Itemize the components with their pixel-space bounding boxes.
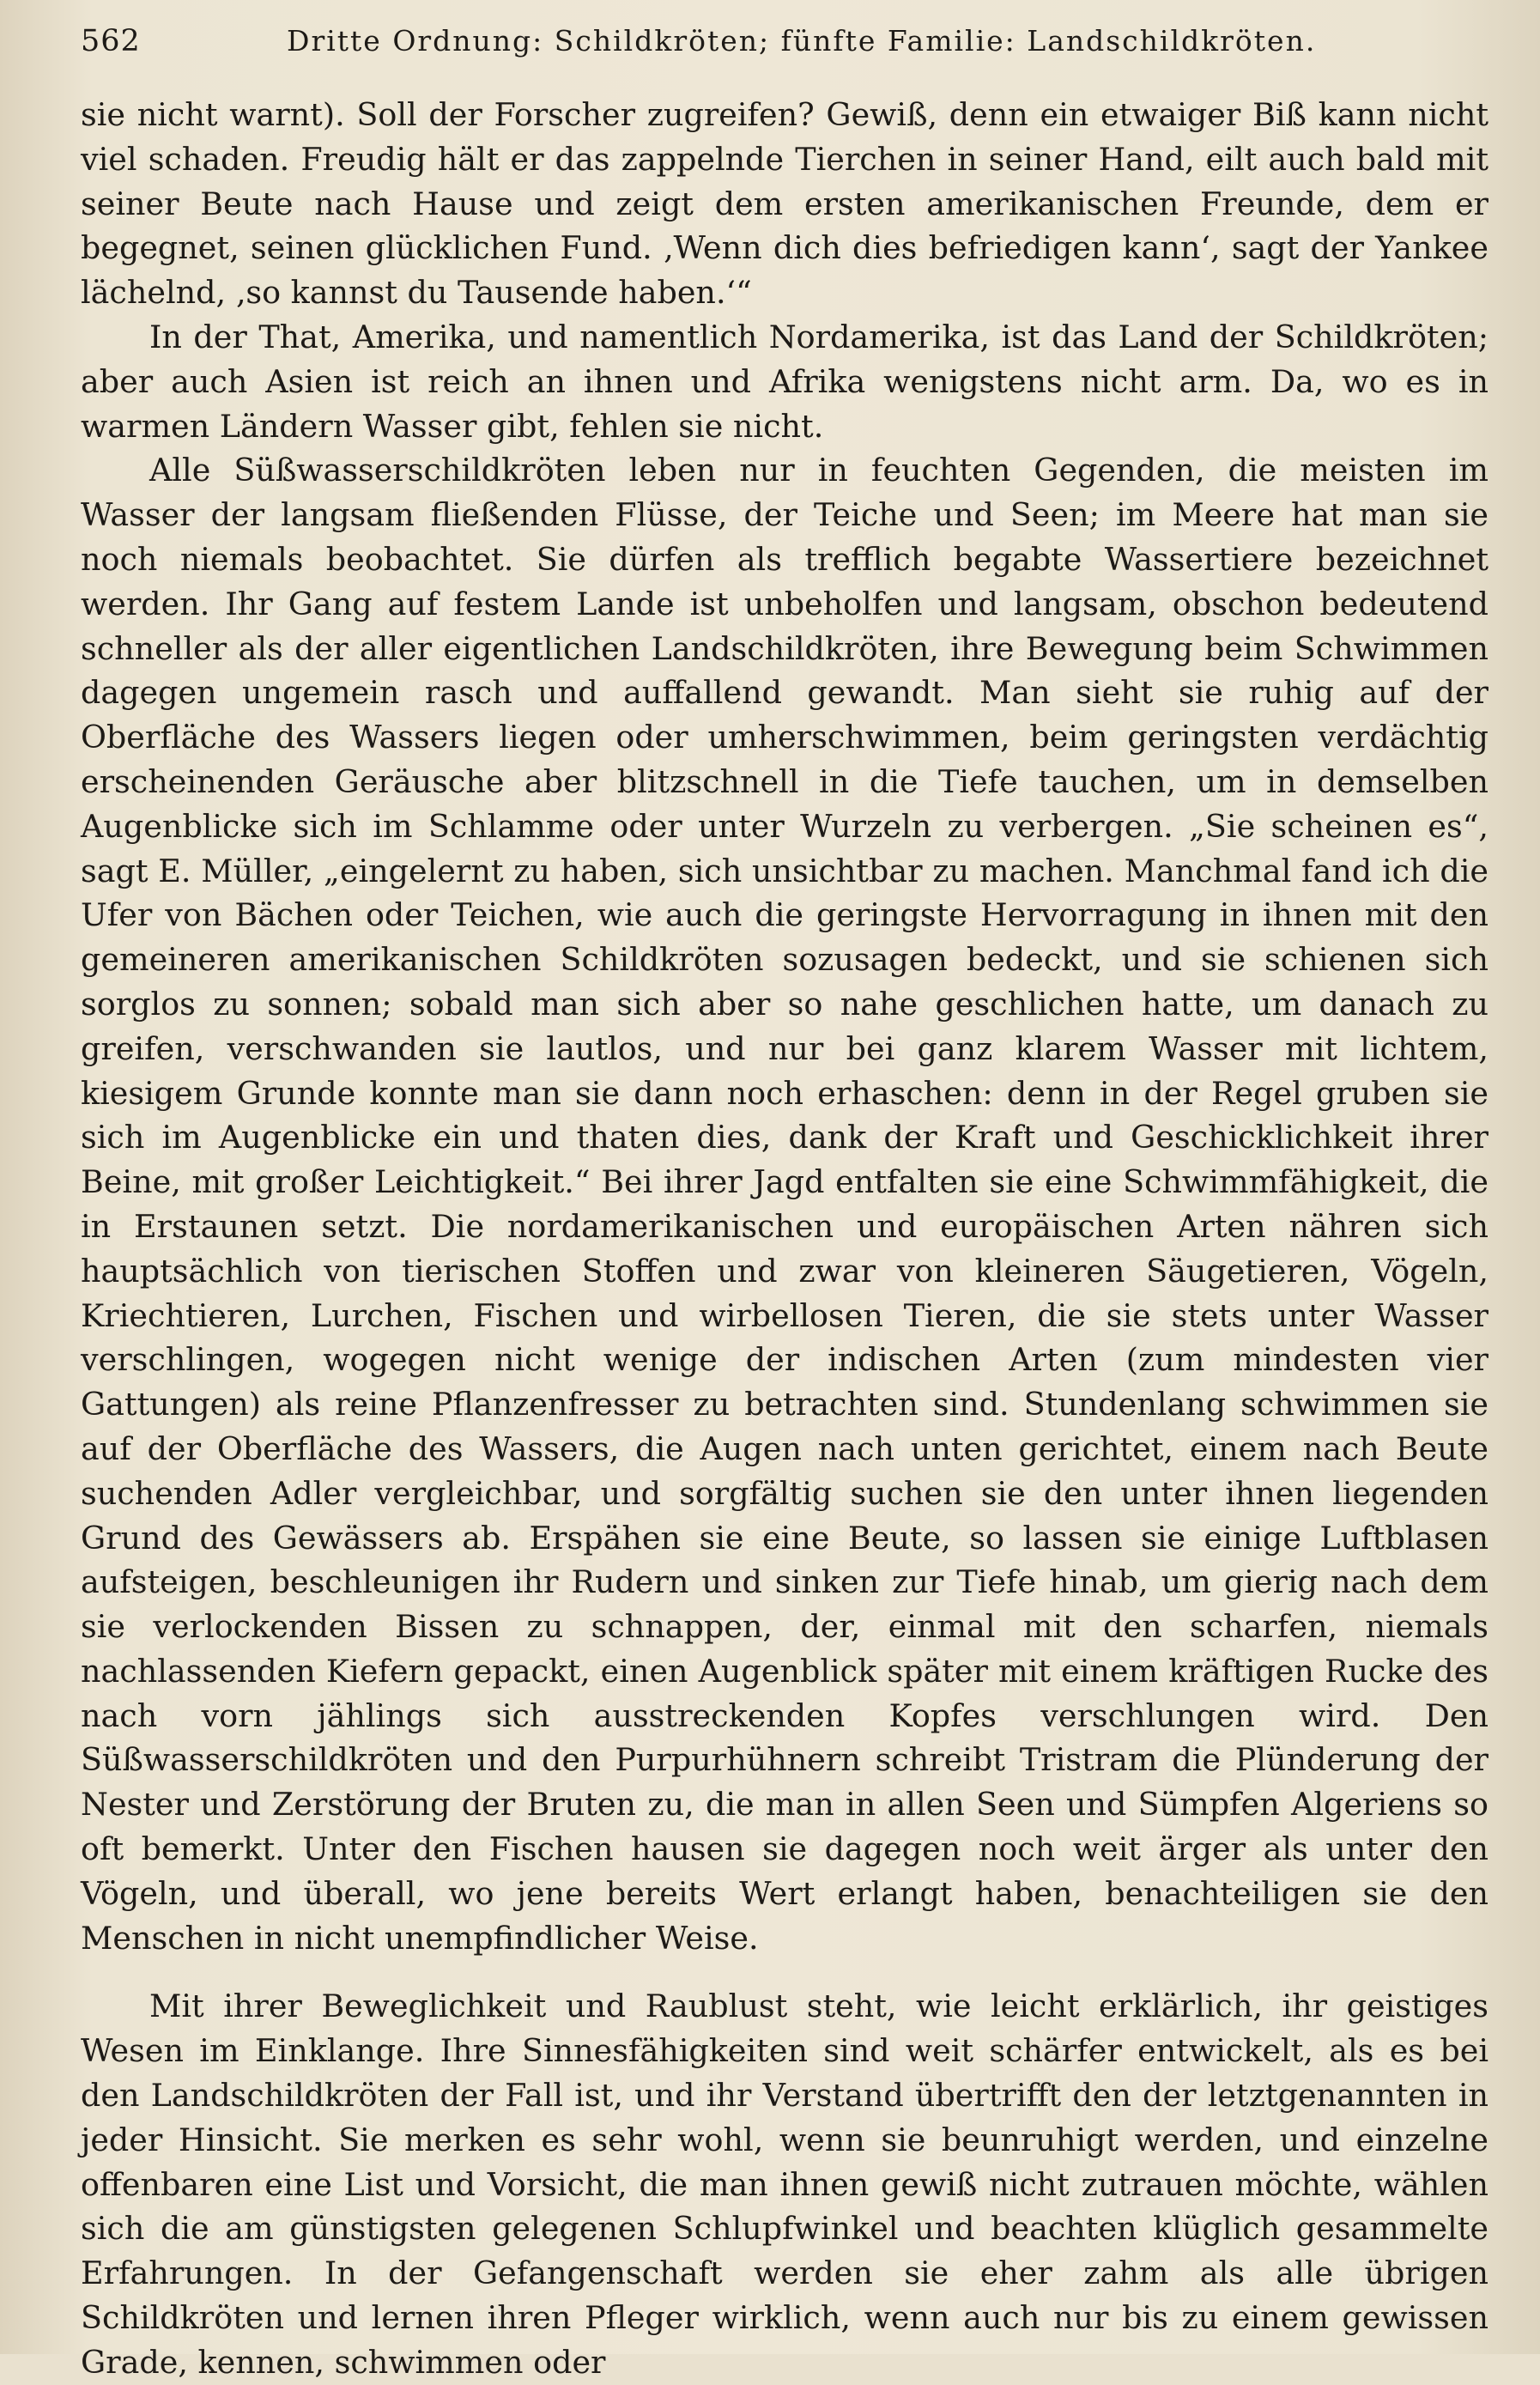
running-head-title: Dritte Ordnung: Schildkröten; fünfte Familie: Landschildkröten.	[287, 24, 1317, 58]
paragraph-freshwater-turtles: Alle Süßwasserschildkröten leben nur in feuchten Gegenden, die meisten im Wasser der langsam fließenden Flüsse, der Teiche und Seen; im Meere hat man sie noch niemals beobachtet. Sie dürfen als trefflich begabte Wassertiere bezeichnet werden. Ihr Gang auf festem Lande ist unbeholfen und langsam, obschon bedeutend schneller als der aller eigentlichen Landschildkröten, ihre Bewegung beim Schwimmen dagegen ungemein rasch und auffallend gewandt. Man sieht sie ruhig auf der Oberfläche des Wassers liegen oder umherschwimmen, beim geringsten verdächtig erscheinenden Geräusche aber blitzschnell in die Tiefe tauchen, um in demselben Augenblicke sich im Schlamme oder unter Wurzeln zu verbergen. „Sie scheinen es“, sagt E. Müller, „eingelernt zu haben, sich unsichtbar zu machen. Manchmal fand ich die Ufer von Bächen oder Teichen, wie auch die geringste Hervorragung in ihnen mit den gemeineren amerikanischen Schildkröten sozusagen bedeckt, und sie schienen sich sorglos zu sonnen; sobald man sich aber so nahe geschlichen hatte, um danach zu greifen, verschwanden sie lautlos, und nur bei ganz klarem Wasser mit lichtem, kiesigem Grunde konnte man sie dann noch erhaschen: denn in der Regel gruben sie sich im Augenblicke ein und thaten dies, dank der Kraft und Geschicklichkeit ihrer Beine, mit großer Leichtigkeit.“ Bei ihrer Jagd entfalten sie eine Schwimmfähigkeit, die in Erstaunen setzt. Die nordamerikanischen und europäischen Arten nähren sich hauptsächlich von tierischen Stoffen und zwar von kleineren Säugetieren, Vögeln, Kriechtieren, Lurchen, Fischen und wirbellosen Tieren, die sie stets unter Wasser verschlingen, wogegen nicht wenige der indischen Arten (zum mindesten vier Gattungen) als reine Pflanzenfresser zu betrachten sind. Stundenlang schwimmen sie auf der Oberfläche des Wassers, die Augen nach unten gerichtet, einem nach Beute suchenden Adler vergleichbar, und sorgfältig suchen sie den unter ihnen liegenden Grund des Gewässers ab. Erspähen sie eine Beute, so lassen sie einige Luftblasen aufsteigen, beschleunigen ihr Rudern und sinken zur Tiefe hinab, um gierig nach dem sie verlockenden Bissen zu schnappen, der, einmal mit den scharfen, niemals nachlassenden Kiefern gepackt, einen Augenblick später mit einem kräftigen Rucke des nach vorn jählings sich ausstreckenden Kopfes verschlungen wird. Den Süßwasserschildkröten und den Purpurhühnern schreibt Tristram die Plünderung der Nester und Zerstörung der Bruten zu, die man in allen Seen und Sümpfen Algeriens so oft bemerkt. Unter den Fischen hausen sie dagegen noch weit ärger als unter den Vögeln, und überall, wo jene bereits Wert erlangt haben, benachteiligen sie den Menschen in nicht unempfindlicher Weise.	[81, 452, 1488, 1957]
paragraph-mental-nature: Mit ihrer Beweglichkeit und Raublust steht, wie leicht erklärlich, ihr geistiges Wesen im Einklange. Ihre Sinnesfähigkeiten sind weit schärfer entwickelt, als es bei den Landschildkröten der Fall ist, und ihr Verstand übertrifft den der letztgenannten in jeder Hinsicht. Sie merken es sehr wohl, wenn sie beunruhigt werden, und einzelne offenbaren eine List und Vorsicht, die man ihnen gewiß nicht zutrauen möchte, wählen sich die am günstigsten gelegenen Schlupfwinkel und beachten klüglich gesammelte Erfahrungen. In der Gefangenschaft werden sie eher zahm als alle übrigen Schildkröten und lernen ihren Pfleger wirklich, wenn auch nur bis zu einem gewissen Grade, kennen, schwimmen oder	[81, 1988, 1488, 2381]
paragraph-america: In der That, Amerika, und namentlich Nordamerika, ist das Land der Schildkröten; aber auch Asien ist reich an ihnen und Afrika wenigstens nicht arm. Da, wo es in warmen Ländern Wasser gibt, fehlen sie nicht.	[81, 318, 1488, 445]
page-number: 562	[81, 24, 141, 58]
paragraph-continuation: sie nicht warnt). Soll der Forscher zugreifen? Gewiß, denn ein etwaiger Biß kann nicht viel schaden. Freudig hält er das zappelnde Tierchen in seiner Hand, eilt auch bald mit seiner Beute nach Hause und zeigt dem ersten amerikanischen Freunde, dem er begegnet, seinen glücklichen Fund. ‚Wenn dich dies befriedigen kann‘, sagt der Yankee lächelnd, ‚so kannst du Tausende haben.‘“	[81, 96, 1488, 312]
body-text	[81, 93, 1488, 2385]
running-head	[81, 24, 1488, 93]
